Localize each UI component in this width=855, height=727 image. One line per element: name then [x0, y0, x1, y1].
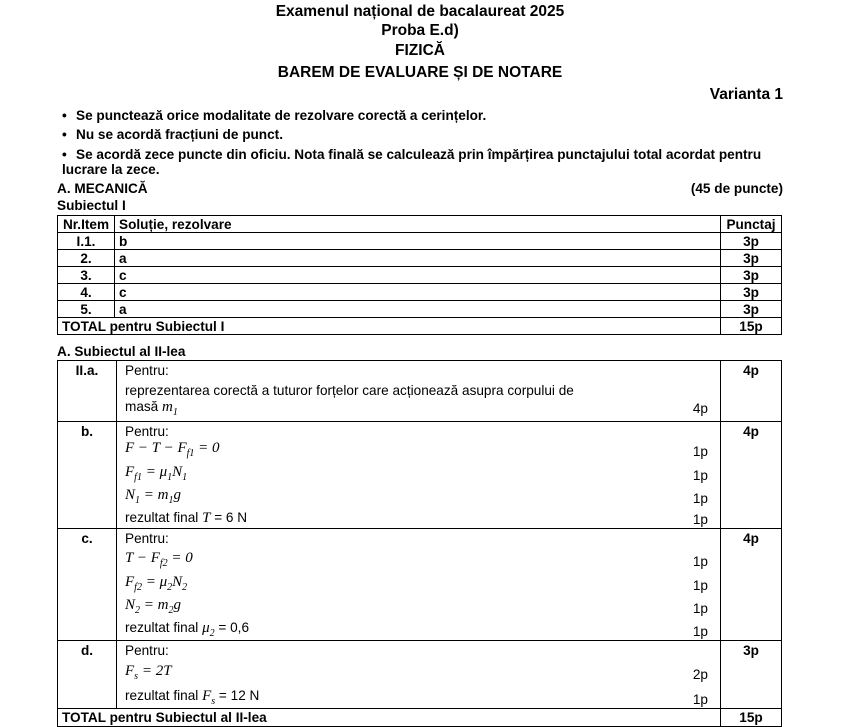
solution-line: Pentru:	[125, 531, 169, 546]
item-points: 3p	[721, 301, 782, 318]
table-row	[58, 233, 782, 250]
item-number: 3.	[58, 267, 115, 284]
solution-line: $N_2 = m_2g$ 1p	[125, 597, 708, 616]
item-number: 4.	[58, 284, 115, 301]
item-number: I.1.	[58, 233, 115, 250]
solution-line: $F - T - F_{f1} = 0$ 1p	[125, 440, 708, 459]
item-solution	[117, 361, 721, 422]
solution-line: $F_{f1} = \mu_1N_1$ 1p	[125, 464, 708, 483]
item-number: II.a.	[58, 361, 117, 422]
item-number: 2.	[58, 250, 115, 267]
item-answer: c	[115, 267, 721, 284]
document-title: BAREM DE EVALUARE ȘI DE NOTARE	[277, 64, 563, 81]
column-header: Nr.Item	[58, 216, 115, 233]
table-header-row	[58, 216, 782, 233]
item-points: 3p	[721, 641, 782, 709]
subject-title: FIZICĂ	[395, 42, 445, 59]
subiect1-title: Subiectul I	[57, 198, 126, 213]
total-points: 15p	[721, 709, 782, 727]
table-row	[58, 529, 782, 641]
item-solution	[117, 529, 721, 641]
item-answer: a	[115, 301, 721, 318]
table-row	[58, 361, 782, 422]
table-row	[58, 267, 782, 284]
item-number: d.	[58, 641, 117, 709]
item-points: 3p	[721, 284, 782, 301]
bullet-icon: •	[62, 127, 67, 142]
item-answer: c	[115, 284, 721, 301]
solution-line: $F_s = 2T$ 2p	[125, 663, 708, 682]
table-row	[58, 301, 782, 318]
subiect2-table	[57, 360, 782, 727]
item-points: 3p	[721, 267, 782, 284]
item-number: 5.	[58, 301, 115, 318]
total-row	[58, 318, 782, 335]
bullet-icon: •	[62, 147, 67, 162]
solution-line: $T - F_{f2} = 0$ 1p	[125, 550, 708, 569]
item-number: c.	[58, 529, 117, 641]
exam-probe: Proba E.d)	[381, 22, 459, 39]
column-header: Punctaj	[721, 216, 782, 233]
total-label: TOTAL pentru Subiectul I	[58, 318, 721, 335]
variant-label: Varianta 1	[709, 86, 783, 103]
item-answer: a	[115, 250, 721, 267]
item-solution	[117, 641, 721, 709]
item-number: b.	[58, 422, 117, 529]
solution-line: Pentru:	[125, 424, 169, 439]
total-row	[58, 709, 782, 727]
instruction-bullet: • Nu se acordă fracțiuni de punct.	[62, 127, 283, 142]
subiect1-table	[57, 215, 782, 335]
exam-title: Examenul național de bacalaureat 2025	[275, 3, 565, 20]
solution-line: $N_1 = m_1g$ 1p	[125, 487, 708, 506]
table-row	[58, 422, 782, 529]
solution-line: Pentru:	[125, 363, 169, 378]
section-title: A. MECANICĂ	[57, 181, 148, 196]
item-points: 4p	[721, 361, 782, 422]
subiect2-title: A. Subiectul al II-lea	[57, 344, 186, 359]
item-points: 3p	[721, 250, 782, 267]
solution-line: rezultat final $\mu_2 = 0,6$ 1p	[125, 620, 708, 639]
solution-line: Pentru:	[125, 643, 169, 658]
item-answer: b	[115, 233, 721, 250]
instruction-bullet: • Se punctează orice modalitate de rezolvare corectă a cerințelor.	[62, 108, 487, 123]
table-row	[58, 284, 782, 301]
instruction-bullet: Se acordă zece puncte din oficiu. Nota finală se calculează prin împărțirea punctajului total acordat pentru lucrare la zece. •	[62, 147, 762, 177]
solution-line: rezultat final T = 6 N 1p	[125, 510, 708, 527]
column-header: Soluție, rezolvare	[115, 216, 721, 233]
item-points: 4p	[721, 529, 782, 641]
item-points: 3p	[721, 233, 782, 250]
item-solution	[117, 422, 721, 529]
solution-line: masă $m_1$ 4p	[125, 399, 708, 418]
table-row	[58, 250, 782, 267]
table-row	[58, 641, 782, 709]
total-points: 15p	[721, 318, 782, 335]
total-label: TOTAL pentru Subiectul al II-lea	[58, 709, 721, 727]
solution-line: rezultat final $F_s = 12$ N 1p	[125, 688, 708, 707]
section-points: (45 de puncte)	[690, 181, 783, 196]
bullet-icon: •	[62, 108, 67, 123]
item-points: 4p	[721, 422, 782, 529]
solution-line: reprezentarea corectă a tuturor forțelor care acționează asupra corpului de	[125, 383, 574, 398]
solution-line: $F_{f2} = \mu_2N_2$ 1p	[125, 574, 708, 593]
